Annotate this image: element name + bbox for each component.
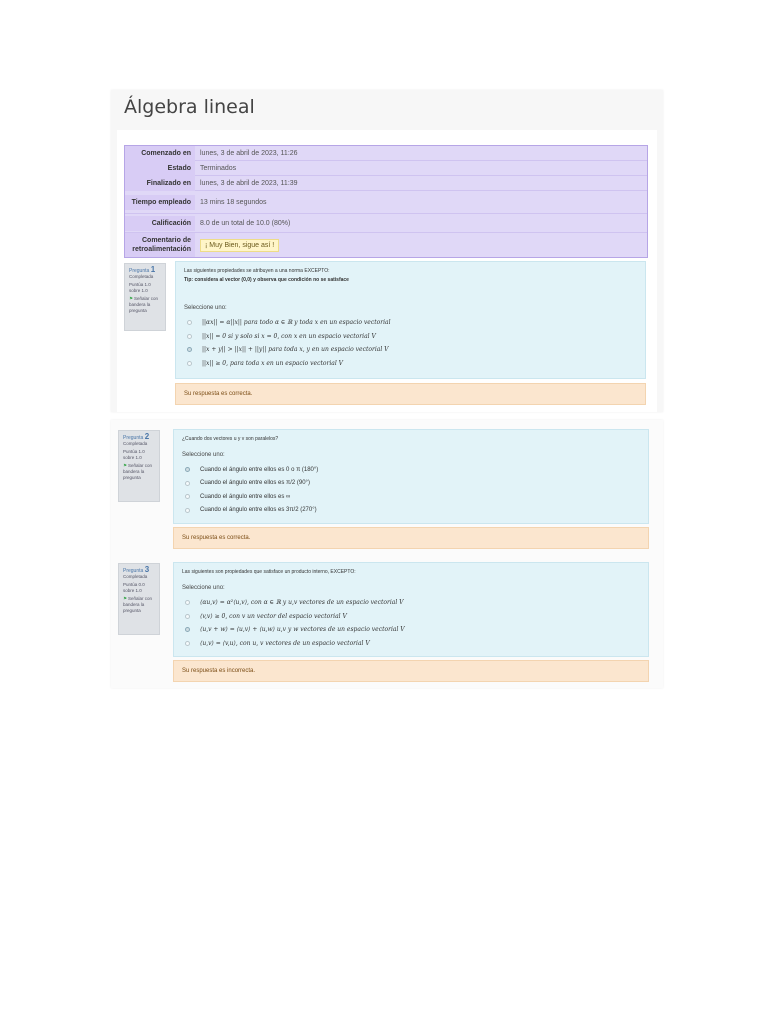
radio-button-checked[interactable] xyxy=(187,347,192,352)
summary-label: Calificación xyxy=(125,216,195,231)
question-score: Puntúa 1.0 sobre 1.0 xyxy=(123,449,145,460)
question-status: Completada xyxy=(129,274,154,279)
summary-row-grade xyxy=(125,214,647,233)
question-body xyxy=(175,261,646,379)
select-label: Seleccione uno: xyxy=(182,585,225,591)
question-score: Puntúa 0.0 sobre 1.0 xyxy=(123,582,145,593)
answer-feedback: Su respuesta es correcta. xyxy=(175,383,646,405)
summary-row-started xyxy=(125,146,647,161)
answer-option-selected[interactable]: Cuando el ángulo entre ellos es 0 o π (180°) xyxy=(182,463,640,477)
question-score: Puntúa 1.0 sobre 1.0 xyxy=(129,282,151,293)
summary-label: Finalizado en xyxy=(125,176,195,191)
summary-value: 13 mins 18 segundos xyxy=(200,198,267,206)
answer-option[interactable]: ⟨u,v⟩ = ⟨v,u⟩, con u, v vectores de un espacio vectorial V xyxy=(182,637,640,651)
radio-button[interactable] xyxy=(185,481,190,486)
question-status: Completada xyxy=(123,574,148,579)
radio-button-checked[interactable] xyxy=(185,467,190,472)
question-body xyxy=(173,429,649,524)
summary-label: Comenzado en xyxy=(125,146,195,161)
answer-option[interactable]: ⟨v,v⟩ ≥ 0, con v un vector del espacio vectorial V xyxy=(182,610,640,624)
summary-row-finished xyxy=(125,176,647,191)
flag-icon: ⚑ xyxy=(123,463,128,468)
flag-icon: ⚑ xyxy=(123,596,128,601)
summary-row-state xyxy=(125,161,647,176)
question-number: Pregunta 3 xyxy=(123,565,150,574)
question-info xyxy=(118,430,160,502)
attempt-summary-table xyxy=(124,145,648,258)
summary-value: lunes, 3 de abril de 2023, 11:26 xyxy=(200,149,298,157)
answer-option[interactable]: ||αx|| = α||x|| para todo α ∈ ℝ y toda x en un espacio vectorial xyxy=(184,316,637,330)
summary-label: Estado xyxy=(125,161,195,176)
answer-option-selected[interactable]: ||x + y|| > ||x|| + ||y|| para toda x, y en un espacio vectorial V xyxy=(184,343,637,357)
radio-button[interactable] xyxy=(185,614,190,619)
question-text: ¿Cuando dos vectores u y v son paralelos? xyxy=(182,436,279,442)
radio-button[interactable] xyxy=(187,334,192,339)
page-title: Álgebra lineal xyxy=(124,96,255,118)
answer-feedback: Su respuesta es incorrecta. xyxy=(173,660,649,682)
answer-option[interactable]: ||x|| = 0 si y solo si x = 0, con x en un espacio vectorial V xyxy=(184,330,637,344)
question-number: Pregunta 1 xyxy=(129,265,156,274)
summary-label: Comentario de retroalimentación xyxy=(125,233,195,257)
summary-value: 8.0 de un total de 10.0 (80%) xyxy=(200,219,291,227)
answer-option[interactable]: ⟨αu,v⟩ = α²⟨u,v⟩, con α ∈ ℝ y u,v vectores de un espacio vectorial V xyxy=(182,596,640,610)
flag-question-link[interactable]: ⚑Señalar con bandera la pregunta xyxy=(123,463,153,480)
summary-value: lunes, 3 de abril de 2023, 11:39 xyxy=(200,179,298,187)
quiz-review-screenshot-2 xyxy=(111,420,663,688)
question-number: Pregunta 2 xyxy=(123,432,150,441)
question-text: Las siguientes son propiedades que satisface un producto interno, EXCEPTO: xyxy=(182,569,356,575)
radio-button[interactable] xyxy=(185,600,190,605)
question-info xyxy=(118,563,160,635)
answer-feedback: Su respuesta es correcta. xyxy=(173,527,649,549)
question-text: Las siguientes propiedades se atribuyen a una norma EXCEPTO: xyxy=(184,268,330,274)
summary-row-feedback xyxy=(125,233,647,257)
radio-button[interactable] xyxy=(187,361,192,366)
select-label: Seleccione uno: xyxy=(182,452,225,458)
question-info xyxy=(124,263,166,331)
radio-button[interactable] xyxy=(185,494,190,499)
question-status: Completada xyxy=(123,441,148,446)
answer-option-selected[interactable]: ⟨u,v + w⟩ = ⟨u,v⟩ + ⟨u,w⟩ u,v y w vectores de un espacio vectorial V xyxy=(182,623,640,637)
radio-button-checked[interactable] xyxy=(185,627,190,632)
answer-option[interactable]: Cuando el ángulo entre ellos es 3π/2 (270°) xyxy=(182,504,640,518)
flag-icon: ⚑ xyxy=(129,296,134,301)
summary-label: Tiempo empleado xyxy=(125,195,195,210)
radio-button[interactable] xyxy=(185,508,190,513)
radio-button[interactable] xyxy=(185,641,190,646)
select-label: Seleccione uno: xyxy=(184,305,227,311)
answer-option[interactable]: Cuando el ángulo entre ellos es π/2 (90°) xyxy=(182,477,640,491)
answer-option[interactable]: Cuando el ángulo entre ellos es ∞ xyxy=(182,490,640,504)
question-body xyxy=(173,562,649,657)
answer-option[interactable]: ||x|| ≥ 0, para toda x en un espacio vectorial V xyxy=(184,357,637,371)
radio-button[interactable] xyxy=(187,320,192,325)
summary-value: Terminados xyxy=(200,164,237,172)
flag-question-link[interactable]: ⚑Señalar con bandera la pregunta xyxy=(129,296,159,313)
quiz-review-screenshot-1 xyxy=(111,90,663,412)
feedback-comment: ¡ Muy Bien, sigue así ! xyxy=(200,239,279,252)
summary-row-time xyxy=(125,191,647,214)
question-tip: Tip: considera al vector (0,0) y observa que condición no se satisface xyxy=(184,277,349,283)
flag-question-link[interactable]: ⚑Señalar con bandera la pregunta xyxy=(123,596,153,613)
